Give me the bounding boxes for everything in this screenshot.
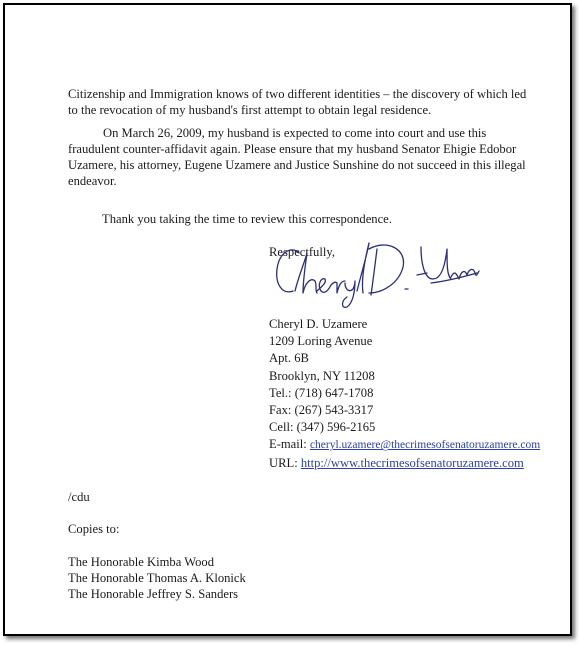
url-label: URL: (269, 455, 298, 470)
recipient-3: The Honorable Jeffrey S. Sanders (68, 587, 239, 601)
body-paragraph-2: On March 26, 2009, my husband is expected to come into court and use this fraudulent counter-affidavit again. Please ensure that my husband Senator Ehigie Edobor Uzamere, his attorney, Eugene Uzamere and Justice Sunshine do not succeed in this illegal endeavor. (68, 126, 526, 188)
sender-name: Cheryl D. Uzamere (269, 317, 368, 331)
copies-label: Copies to: (68, 522, 120, 536)
recipient-1: The Honorable Kimba Wood (68, 555, 214, 569)
typist-initials: /cdu (68, 490, 90, 504)
document-frame (3, 3, 572, 636)
sender-fax: Fax: (267) 543-3317 (269, 403, 374, 418)
copy-recipients-list (68, 554, 246, 602)
recipient-2: The Honorable Thomas A. Klonick (68, 571, 246, 585)
sender-apartment: Apt. 6B (269, 351, 309, 366)
sender-cell: Cell: (347) 596-2165 (269, 420, 376, 435)
sender-address-block (269, 316, 540, 472)
sender-telephone: Tel.: (718) 647-1708 (269, 385, 374, 400)
website-link[interactable]: http://www.thecrimesofsenatoruzamere.com (300, 455, 524, 470)
sender-street: 1209 Loring Avenue (269, 334, 373, 349)
body-paragraph-1: Citizenship and Immigration knows of two different identities – the discovery of which led to the revocation of my husband's first attempt to obtain legal residence. (68, 87, 527, 117)
handwritten-signature (271, 231, 481, 309)
body-paragraph-3: Thank you taking the time to review this correspondence. (102, 212, 392, 226)
email-link[interactable]: cheryl.uzamere@thecrimesofsenatoruzamere.com (309, 439, 541, 452)
closing: Respectfully, (269, 245, 335, 259)
email-label: E-mail: (269, 437, 307, 452)
sender-city: Brooklyn, NY 11208 (269, 368, 375, 383)
sender-email-row (269, 436, 540, 454)
sender-url-row (269, 455, 540, 472)
letter-page (5, 5, 570, 634)
